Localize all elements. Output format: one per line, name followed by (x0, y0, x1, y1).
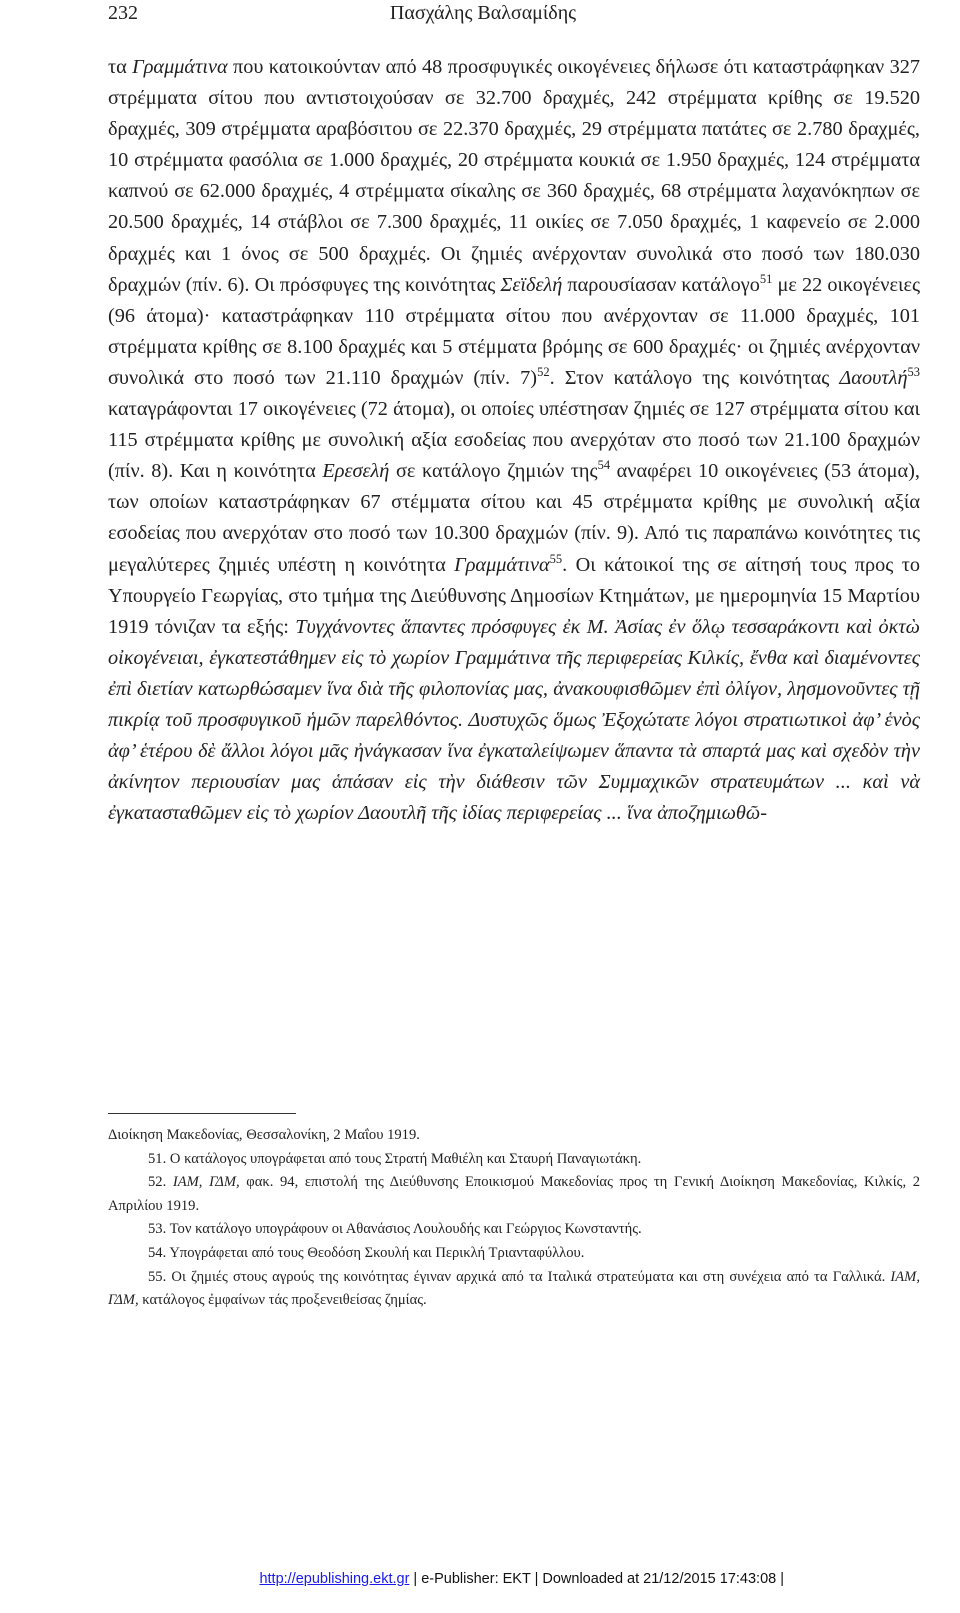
italic-place-name: Γραμμάτινα (132, 56, 228, 78)
text-run: 55. Οι ζημιές στους αγρούς της κοινότητας έγιναν αρχικά από τα Ιταλικά στρατεύματα και στη συνέχεια από τα Γαλλικά. (148, 1268, 891, 1285)
page-number: 232 (108, 2, 138, 24)
footnote-53: 53. Τον κατάλογο υπογράφουν οι Αθανάσιος Λουλουδής και Γεώργιος Κωνσταντής. (148, 1221, 642, 1238)
text-run: φακ. 94, επιστολή της Διεύθυνσης Εποικισμού Μακεδονίας προς τη Γενική Διοίκηση Μακεδονίας, Κιλκίς, 2 Απριλίου 1919. (108, 1174, 921, 1214)
running-title: Πασχάλης Βαλσαμίδης (389, 2, 577, 24)
footnote-ref-55[interactable]: 55 (549, 551, 563, 566)
main-paragraph (108, 52, 920, 829)
text-run: κατάλογος ἐμφαίνων τάς προξενειθείσας ζημίας. (138, 1292, 427, 1309)
italic-place-name: Ερεσελή (322, 460, 390, 483)
footnote-ref-52[interactable]: 52 (537, 365, 550, 380)
text-run: καταγράφονται 17 οικογένειες (72 άτομα), οι οποίες υπέστησαν ζημιές σε 127 στρέμματα σίτου και 115 στρέμματα κρίθης με συνολική αξία εσοδείας που ανερχόταν στο ποσό των 21.100 δραχμών (πίν. 8). Και η κοινότητα (108, 398, 920, 483)
footer-meta: | e-Publisher: EKT | Downloaded at 21/12/2015 17:43:08 | (409, 1571, 784, 1587)
publisher-link[interactable]: http://epublishing.ekt.gr (259, 1571, 410, 1587)
italic-place-name: Σεϊδελή (500, 273, 563, 296)
footnote-divider (108, 1113, 296, 1114)
text-run: 52. (148, 1174, 173, 1191)
footnote-ref-53[interactable]: 53 (907, 365, 921, 380)
footnote-continuation: Διοίκηση Μακεδονίας, Θεσσαλονίκη, 2 Μαΐου 1919. (108, 1127, 420, 1143)
footnote-54: 54. Υπογράφεται από τους Θεοδόση Σκουλή και Περικλή Τριανταφύλλου. (148, 1244, 585, 1261)
footnote-ref-54[interactable]: 54 (597, 458, 611, 473)
footnote-51: 51. Ο κατάλογος υπογράφεται από τους Στρατή Μαθιέλη και Σταυρή Παναγιωτάκη. (148, 1150, 642, 1167)
footnote-55 (108, 1266, 920, 1313)
body-text (108, 52, 920, 829)
footnotes (108, 1124, 920, 1313)
italic-place-name: Γραμμάτινα (454, 553, 550, 576)
italic-place-name: Δαουτλή (839, 366, 908, 389)
download-footer (259, 1571, 784, 1587)
text-run: σε κατάλογο ζημιών της (389, 460, 598, 483)
text-run: . Στον κατάλογο της κοινότητας (549, 366, 840, 389)
text-run: αναφέρει 10 οικογένειες (53 άτομα), των οποίων καταστράφηκαν 67 στέμματα σίτου και 45 στρέμματα κρίθης με συνολική αξία εσοδείας που ανερχόταν στο ποσό των 10.300 δραχμών (πίν. 9). Από τις παραπάνω κοινότητες τις μεγαλύτερες ζημιές υπέστη η κοινότητα (108, 460, 920, 576)
italic-abbrev: ΙΑΜ, ΓΔΜ, (172, 1174, 240, 1191)
text-run: . Οι κάτοικοί της σε αίτησή τους προς το Υπουργείο Γεωργίας, στο τμήμα της Διεύθυνσης Δημοσίων Κτημάτων, με ημερομηνία 15 Μαρτίου 1919 τόνιζαν τα εξής: (108, 553, 920, 638)
italic-abbrev: ΙΑΜ, ΓΔΜ, (108, 1268, 920, 1309)
text-run: τα (108, 56, 133, 78)
italic-quotation: Τυγχάνοντες ἅπαντες πρόσφυγες ἐκ Μ. Ἀσίας ἐν ὅλῳ τεσσαράκοντι καὶ ὀκτὼ οἰκογένειαι, ἐγκατεστάθημεν εἰς τὸ χωρίον Γραμμάτινα τῆς περιφερείας Κιλκίς, ἔνθα καὶ διαμένοντες ἐπὶ διετίαν κατωρθώσαμεν ἵνα διὰ τῆς φιλοπονίας μας, ἀνακουφισθῶμεν ἐπὶ ὀλίγον, λησμονοῦντες τῇ πικρίᾳ τοῦ προσφυγικοῦ ἡμῶν παρελθόντος. Δυστυχῶς ὅμως Ἐξοχώτατε λόγοι στρατιωτικοὶ ἀφ’ ἑνὸς ἀφ’ ἑτέρου δὲ ἄλλοι λόγοι μᾶς ἠνάγκασαν ἵνα ἐγκαταλείψωμεν ἅπαντα τὰ σπαρτά μας καὶ σχεδὸν τὴν ἀκίνητον περιουσίαν μας ἁπάσαν εἰς τὴν διάθεσιν τῶν Συμμαχικῶν στρατευμάτων ... καὶ νὰ ἐγκατασταθῶμεν εἰς τὸ χωρίον Δαουτλῆ τῆς ἰδίας περιφερείας ... ἵνα ἀποζημιωθῶ- (108, 615, 920, 825)
footnote-52 (108, 1171, 920, 1218)
text-run: παρουσίασαν κατάλογο (562, 273, 760, 296)
page-header (108, 2, 858, 28)
footnote-ref-51[interactable]: 51 (759, 271, 773, 286)
text-run: με 22 οικογένειες (96 άτομα)· καταστράφηκαν 110 στρέμματα σίτου που ανέρχονταν σε 11.000 δραχμές, 101 στρέμματα κρίθης σε 8.100 δραχμές και 5 στέμματα βρόμης σε 600 δραχμές· οι ζημιές ανέρχονταν συνολικά στο ποσό των 21.110 δραχμών (πίν. 7) (108, 273, 921, 389)
text-run: που κατοικούνταν από 48 προσφυγικές οικογένειες δήλωσε ότι καταστράφηκαν 327 στρέμματα σίτου που αντιστοιχούσαν σε 32.700 δραχμές, 242 στρέμματα κρίθης σε 19.520 δραχμές, 309 στρέμματα αραβόσιτου σε 22.370 δραχμές, 29 στρέμματα πατάτες σε 2.780 δραχμές, 10 στρέμματα φασόλια σε 1.000 δραχμές, 20 στρέμματα κουκιά σε 1.950 δραχμές, 124 στρέμματα καπνού σε 62.000 δραχμές, 4 στρέμματα σίκαλης σε 360 δραχμές, 68 στρέμματα λαχανόκηπων σε 20.500 δραχμές, 14 στάβλοι σε 7.300 δραχμές, 11 οικίες σε 7.050 δραχμές, 1 καφενείο σε 2.000 δραχμές και 1 όνος σε 500 δραχμές. Οι ζημιές ανέρχονταν συνολικά στο ποσό των 180.030 δραχμών (πίν. 6). Οι πρόσφυγες της κοινότητας (108, 56, 920, 296)
